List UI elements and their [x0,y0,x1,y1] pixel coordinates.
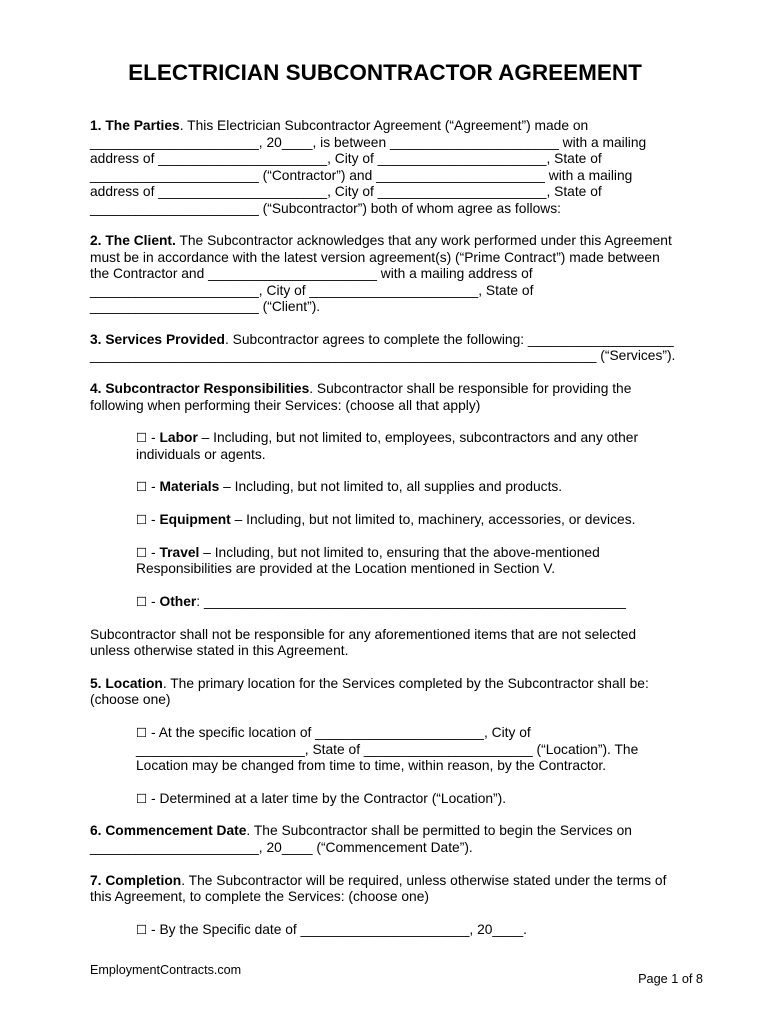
line-text: the Contractor and ______________________ with a mailing address of [90,266,533,282]
option-separator: - [147,479,160,495]
line-text: . The Subcontractor will be required, unless otherwise stated under the terms of [181,872,667,888]
paragraph [90,627,730,660]
line-text: must be in accordance with the latest version agreement(s) (“Prime Contract”) made between [90,249,660,265]
text-line [90,643,730,660]
text-line [90,823,730,840]
option-separator: - [147,512,160,528]
section-7 [90,873,730,906]
section-4 [90,381,730,414]
text-line [90,151,730,168]
line-text: unless otherwise stated in this Agreement. [90,643,349,659]
line-text: Subcontractor shall not be responsible for any aforementioned items that are not selected [90,626,637,642]
document-title: ELECTRICIAN SUBCONTRACTOR AGREEMENT [128,60,642,85]
option-label: Materials [159,479,220,495]
option-label: Other [159,594,197,609]
text-line [136,922,730,939]
text-line [136,561,730,578]
text-line [90,676,730,693]
text-line [136,594,730,611]
line-text: ______________________ (“Contractor”) and ______________________ with a mailing [90,167,633,183]
option-label: Travel [159,544,200,560]
text-line [136,758,730,775]
text-line [90,381,730,398]
checkbox-option [90,725,730,775]
text-line [90,299,730,316]
line-text: ______________________, State of ______________________ (“Location”). The [136,741,639,757]
checkbox[interactable]: ☐ [136,479,148,495]
text-line [90,233,730,250]
option-label: Labor [159,430,198,446]
text-line [136,791,730,808]
option-separator: - [147,921,160,937]
line-text: Determined at a later time by the Contractor (“Location”). [159,790,507,806]
text-line [136,725,730,742]
line-text: – Including, but not limited to, machinery, accessories, or devices. [230,512,636,528]
line-text: address of ______________________, City of ______________________, State of [90,184,602,199]
checkbox[interactable]: ☐ [136,790,148,806]
line-text: ______________________, City of ______________________, State of [90,282,534,298]
text-line [136,430,730,447]
line-text: – Including, but not limited to, all supplies and products. [219,479,563,495]
section-heading: 4. Subcontractor Responsibilities [90,381,310,397]
line-text: The Subcontractor acknowledges that any work performed under this Agreement [175,233,672,249]
text-line [90,283,730,300]
text-line [90,118,730,135]
line-text: __________________________________________________________________ (“Services”). [90,348,676,364]
option-label: Equipment [159,512,231,528]
line-text: individuals or agents. [136,446,266,462]
line-text: . Subcontractor shall be responsible for providing the [309,381,632,397]
text-line [90,168,730,185]
line-text: – Including, but not limited to, ensuring that the above-mentioned [199,544,600,560]
line-text: . Subcontractor agrees to complete the following: ___________________ [224,331,674,347]
section-1 [90,118,730,217]
line-text: this Agreement, to complete the Services: (choose one) [90,889,429,905]
text-line [90,348,730,365]
text-line [90,889,730,906]
section-heading: 2. The Client. [90,233,176,249]
option-separator: - [147,544,160,560]
checkbox-option [90,594,730,611]
text-line [136,545,730,562]
section-heading: 7. Completion [90,872,182,888]
checkbox[interactable]: ☐ [136,921,148,937]
line-text: At the specific location of ______________________, City of [158,725,531,741]
document-body [90,118,730,955]
section-heading: 1. The Parties [90,118,180,133]
line-text: . The primary location for the Services completed by the Subcontractor shall be: [162,675,649,691]
line-text: address of ______________________, City of ______________________, State of [90,151,602,166]
option-separator: - [147,594,160,609]
line-text: ______________________ (“Subcontractor”) both of whom agree as follows: [90,200,561,216]
footer-site-name: EmploymentContracts.com [90,963,242,977]
checkbox-option [90,922,730,939]
line-text: Responsibilities are provided at the Location mentioned in Section V. [136,561,556,577]
text-line [90,332,730,349]
text-line [90,250,730,267]
text-line [90,692,730,709]
checkbox-option [90,430,730,463]
checkbox-option [90,512,730,529]
line-text: . This Electrician Subcontractor Agreement (“Agreement”) made on [179,118,589,133]
checkbox[interactable]: ☐ [136,594,148,609]
section-heading: 3. Services Provided [90,331,225,347]
line-text: ______________________ (“Client”). [90,299,321,315]
line-text: By the Specific date of ______________________, 20____. [159,921,527,937]
text-line [90,398,730,415]
checkbox[interactable]: ☐ [136,725,148,741]
checkbox[interactable]: ☐ [136,512,148,528]
checkbox-option [90,545,730,578]
section-3 [90,332,730,365]
line-text: ______________________, 20____, is between ______________________ with a mailing [90,134,647,150]
section-heading: 5. Location [90,675,163,691]
page-number: Page 1 of 8 [638,972,703,986]
line-text: : _______________________________________________________ [196,594,626,609]
text-line [90,135,730,152]
text-line [136,447,730,464]
line-text: Location may be changed from time to time, within reason, by the Contractor. [136,758,607,774]
text-line [90,266,730,283]
option-separator: - [147,725,159,741]
text-line [90,873,730,890]
checkbox-option [90,479,730,496]
text-line [90,184,730,201]
text-line [136,512,730,529]
line-text: – Including, but not limited to, employees, subcontractors and any other [197,430,639,446]
option-separator: - [147,430,160,446]
section-heading: 6. Commencement Date [90,823,247,839]
text-line [90,201,730,218]
text-line [90,627,730,644]
option-separator: - [147,790,160,806]
line-text: ______________________, 20____ (“Commencement Date”). [90,839,473,855]
checkbox[interactable]: ☐ [136,430,148,446]
checkbox-option [90,791,730,808]
section-2 [90,233,730,316]
checkbox[interactable]: ☐ [136,544,148,560]
section-6 [90,823,730,856]
text-line [90,840,730,857]
text-line [136,742,730,759]
line-text: following when performing their Services: (choose all that apply) [90,397,481,413]
section-5 [90,676,730,709]
line-text: (choose one) [90,692,171,708]
text-line [136,479,730,496]
line-text: . The Subcontractor shall be permitted to begin the Services on [246,823,632,839]
